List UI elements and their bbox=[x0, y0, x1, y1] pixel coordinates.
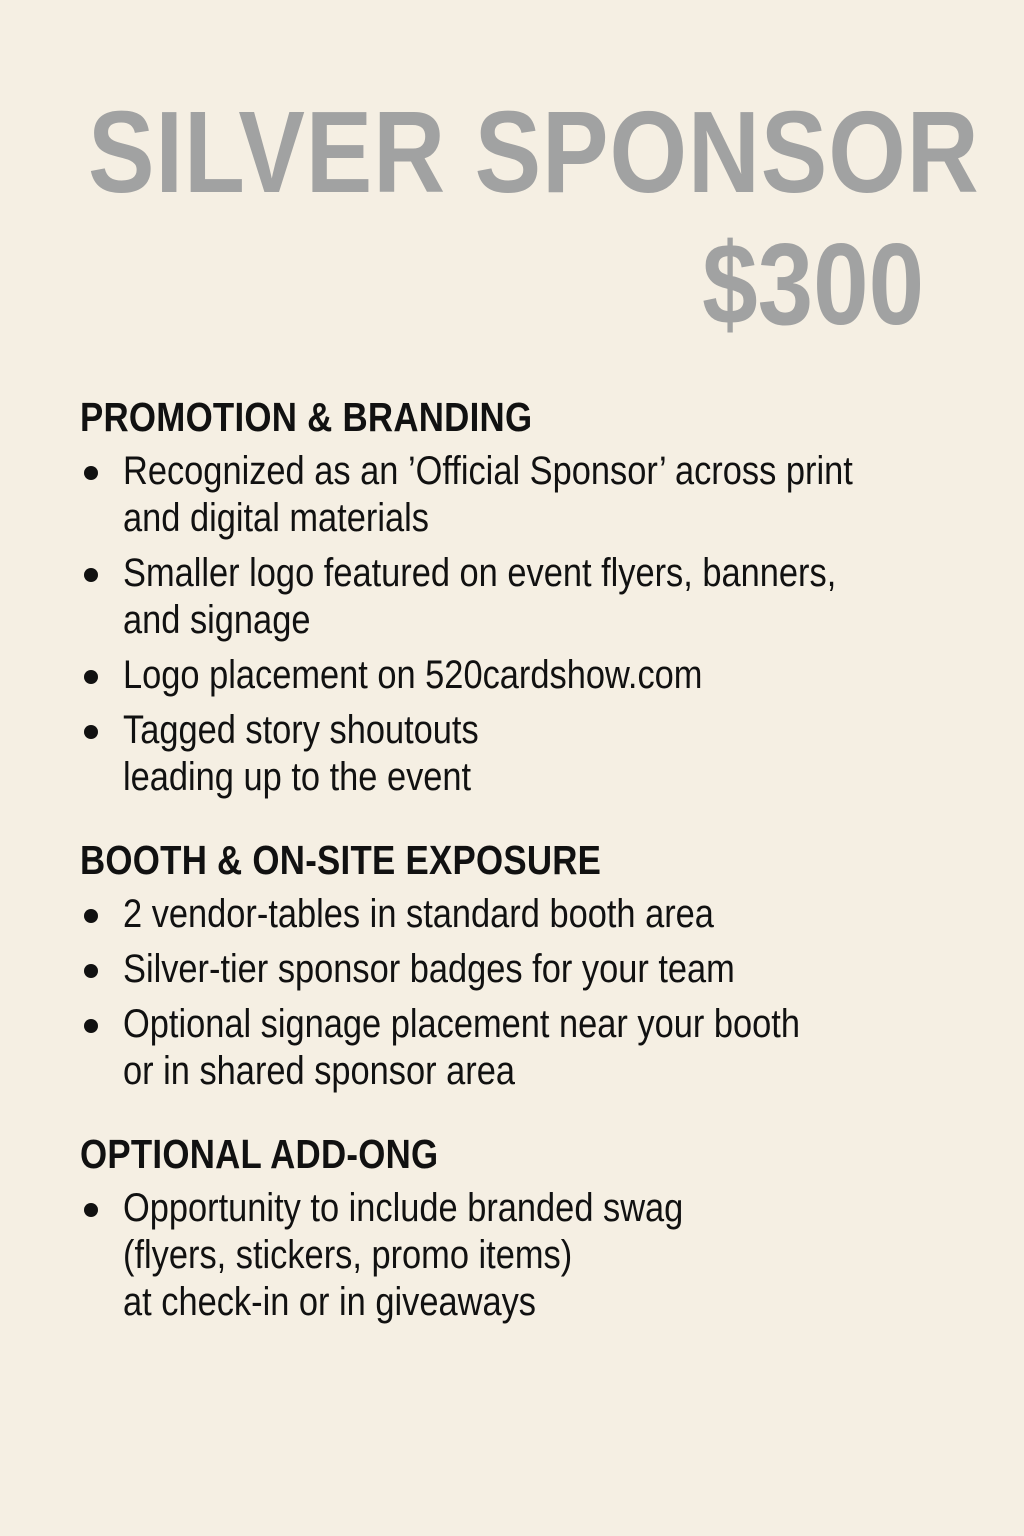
benefit-text: Tagged story shoutouts bbox=[123, 708, 479, 752]
sponsor-price: $300 bbox=[702, 219, 924, 349]
benefit-text: Smaller logo featured on event flyers, banners, bbox=[123, 551, 837, 595]
bullet-dot-icon bbox=[84, 964, 98, 978]
benefit-list bbox=[80, 1185, 940, 1326]
sponsor-title: SILVER SPONSOR bbox=[88, 87, 980, 217]
bullet-dot-icon bbox=[84, 725, 98, 739]
benefit-text: (flyers, stickers, promo items) bbox=[123, 1233, 573, 1277]
bullet-dot-icon bbox=[84, 568, 98, 582]
section-heading: OPTIONAL ADD-ONG bbox=[80, 1131, 439, 1177]
benefit-item bbox=[80, 891, 940, 938]
benefit-item bbox=[80, 1001, 940, 1095]
benefit-text: Optional signage placement near your booth bbox=[123, 1002, 800, 1046]
benefit-text: Silver-tier sponsor badges for your team bbox=[123, 947, 735, 991]
benefit-text: and digital materials bbox=[123, 496, 429, 540]
section-promotion-branding bbox=[80, 392, 940, 801]
benefit-item bbox=[80, 448, 940, 542]
bullet-dot-icon bbox=[84, 1019, 98, 1033]
benefit-list bbox=[80, 891, 940, 1095]
benefit-list bbox=[80, 448, 940, 801]
bullet-dot-icon bbox=[84, 670, 98, 684]
benefit-text: and signage bbox=[123, 598, 311, 642]
section-heading: PROMOTION & BRANDING bbox=[80, 394, 533, 440]
benefit-text: at check-in or in giveaways bbox=[123, 1280, 536, 1324]
benefit-item bbox=[80, 550, 940, 644]
bullet-dot-icon bbox=[84, 1203, 98, 1217]
bullet-dot-icon bbox=[84, 909, 98, 923]
benefit-text: or in shared sponsor area bbox=[123, 1049, 516, 1093]
section-heading: BOOTH & ON-SITE EXPOSURE bbox=[80, 837, 602, 883]
sponsor-title-block bbox=[88, 87, 980, 217]
benefits-content bbox=[80, 392, 940, 1360]
benefit-item bbox=[80, 1185, 940, 1326]
benefit-text: 2 vendor-tables in standard booth area bbox=[123, 892, 714, 936]
section-optional-addons bbox=[80, 1129, 940, 1326]
benefit-text: Logo placement on 520cardshow.com bbox=[123, 653, 703, 697]
benefit-text: Recognized as an ’Official Sponsor’ across print bbox=[123, 449, 853, 493]
benefit-text: Opportunity to include branded swag bbox=[123, 1186, 684, 1230]
benefit-item bbox=[80, 946, 940, 993]
benefit-text: leading up to the event bbox=[123, 755, 472, 799]
benefit-item bbox=[80, 707, 940, 801]
benefit-item bbox=[80, 652, 940, 699]
section-booth-onsite bbox=[80, 835, 940, 1095]
bullet-dot-icon bbox=[84, 466, 98, 480]
